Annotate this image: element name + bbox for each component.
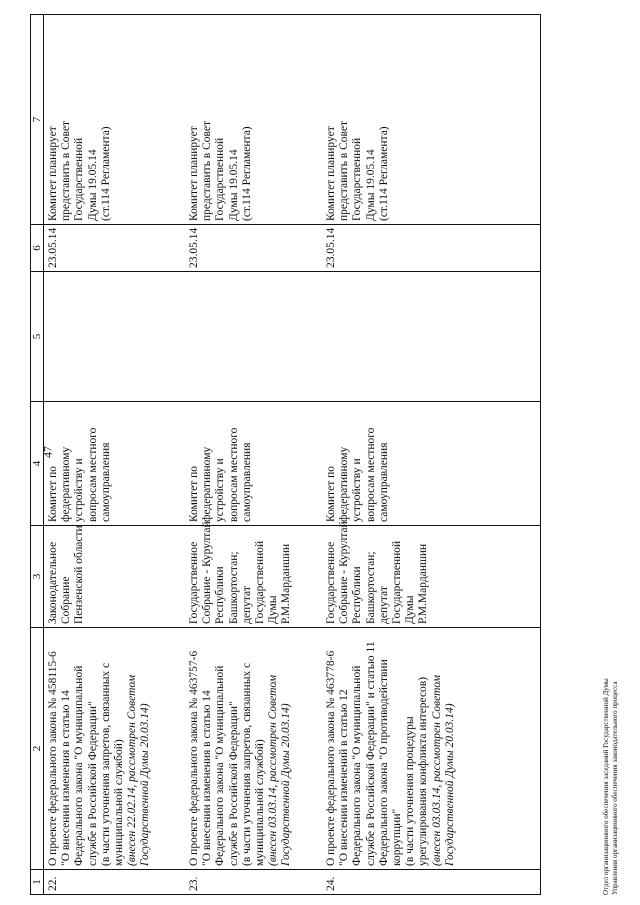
initiator-line: Думы [404,595,417,624]
initiator-line: Государственной [254,540,267,624]
committee-line: вопросам местного [86,427,99,522]
bill-line: Федерального закона "О муниципальной [351,665,364,866]
bill-line: О проекте федерального закона № 463778-6 [325,650,337,866]
committee-line: самоуправления [377,442,390,522]
bill-line: Федерального закона "О муниципальной [73,665,86,866]
bill-line: (в части уточнения запретов, связанных с [99,662,112,866]
bill-line: "О внесении изменения в статью 14 [60,690,73,866]
initiator-line: депутат [240,586,253,624]
row-number-cell [44,870,186,895]
initiator-line: депутат [377,586,390,624]
bill-line: (внесен 03.03.14, рассмотрен Советом [267,674,280,866]
row-number-cell [322,870,541,895]
initiator-line: Республики [351,566,364,624]
committee-line: Комитет по [188,466,200,522]
note-line: Думы 19.05.14 [86,149,99,221]
initiator-line: Государственное [325,541,337,624]
bill-line: муниципальной службой) [254,739,267,866]
initiator-line: Р.М.Марданшин [417,543,430,624]
table-row [185,15,322,895]
committee-cell [44,402,186,526]
note-line: (ст.114 Регламента) [99,126,112,221]
footer-line: Отдел организационного обеспечения заседаний Государственной Думы [602,678,610,895]
table-row [322,15,541,895]
note-cell [185,15,322,225]
bill-line: (внесен 22.02.14, рассмотрен Советом [126,674,139,866]
column-5-cell [185,272,322,402]
date-cell [185,225,322,272]
bill-line: коррупции" [391,808,404,866]
column-header: 6 [31,225,44,272]
column-header: 1 [31,870,44,895]
column-header: 5 [31,272,44,402]
column-header: 7 [31,15,44,225]
committee-line: федеративному [338,446,351,522]
committee-line: Комитет по [325,466,337,522]
bill-line: "О внесении изменения в статью 14 [201,690,214,866]
row-number-cell [185,870,322,895]
note-line: Государственной [73,137,86,221]
bill-line: службе в Российской Федерации" и статью 11 [364,641,377,866]
note-cell [322,15,541,225]
note-line: Государственной [351,137,364,221]
note-line: представить в Совет [201,120,214,221]
bill-line: Федерального закона "О муниципальной [214,665,227,866]
note-line: Государственной [214,137,227,221]
bill-line: муниципальной службой) [113,739,126,866]
column-header: 3 [31,526,44,628]
date-value: 23.05.14 [188,227,200,268]
committee-line: вопросам местного [227,427,240,522]
initiator-line: Собрание - Курултай [201,521,214,624]
initiator-line: Башкортостан; [227,551,240,624]
committee-line: устройству и [73,458,86,522]
footer-line: Управления организационного обеспечения законодательного процесса [611,681,619,895]
initiator-line: Р.М.Марданшин [280,543,293,624]
row-number: 23. [188,876,200,891]
committee-line: самоуправления [99,442,112,522]
date-value: 23.05.14 [47,227,59,268]
bill-line: службе в Российской Федерации" [227,701,240,866]
column-number-row [31,15,44,895]
initiator-line: Государственное [188,541,200,624]
page-number: 47 [40,446,55,458]
date-cell [44,225,186,272]
committee-line: устройству и [351,458,364,522]
note-line: (ст.114 Регламента) [240,126,253,221]
bill-line: (в части уточнения процедуры [404,716,417,866]
row-number: 24. [325,876,337,891]
bill-line: службе в Российской Федерации" [86,701,99,866]
bill-line: Государственной Думы 20.03.14) [139,703,152,866]
date-cell [322,225,541,272]
bill-line: Федерального закона "О противодействии [377,659,390,866]
row-number: 22. [47,876,59,891]
note-cell [44,15,186,225]
bill-title-cell [185,628,322,870]
bill-line: (в части уточнения запретов, связанных с [240,662,253,866]
committee-line: самоуправления [240,442,253,522]
initiator-line: Законодательное [47,541,59,624]
committee-cell [322,402,541,526]
initiator-line: Думы [267,595,280,624]
bill-title-cell [44,628,186,870]
note-line: Думы 19.05.14 [227,149,240,221]
committee-line: вопросам местного [364,427,377,522]
column-5-cell [322,272,541,402]
committee-line: федеративному [201,446,214,522]
note-line: представить в Совет [338,120,351,221]
committee-line: устройству и [214,458,227,522]
initiator-line: Собрание [60,576,73,624]
initiator-cell [322,521,541,628]
bill-line: Государственной Думы 20.03.14) [280,703,293,866]
committee-line: Комитет по [47,466,59,522]
rotated-table-container [30,15,590,895]
note-line: (ст.114 Регламента) [377,126,390,221]
note-line: Думы 19.05.14 [364,149,377,221]
note-line: Комитет планирует [47,126,59,221]
table-row [44,15,186,895]
bill-line: (внесен 03.03.14, рассмотрен Советом [430,674,443,866]
bill-line: Государственной Думы 20.03.14) [443,703,456,866]
initiator-line: Государственной [391,540,404,624]
initiator-cell [44,526,186,628]
note-line: Комитет планирует [188,126,200,221]
initiator-cell [185,521,322,628]
bill-line: урегулирования конфликта интересов) [417,676,430,866]
column-5-cell [44,272,186,402]
initiator-line: Пензенской области [73,525,86,624]
bill-line: "О внесении изменений в статью 12 [338,689,351,866]
committee-cell [185,402,322,526]
bill-title-cell [322,628,541,870]
bills-table [30,14,541,895]
bill-line: О проекте федерального закона № 458115-6 [47,651,59,866]
bill-line: О проекте федерального закона № 463757-6 [188,650,200,866]
footer [602,575,620,895]
initiator-line: Собрание - Курултай [338,521,351,624]
column-header: 4 [31,402,44,526]
note-line: представить в Совет [60,120,73,221]
initiator-line: Башкортостан; [364,551,377,624]
initiator-line: Республики [214,566,227,624]
committee-line: федеративному [60,446,73,522]
note-line: Комитет планирует [325,126,337,221]
date-value: 23.05.14 [325,227,337,268]
column-header: 2 [31,628,44,870]
